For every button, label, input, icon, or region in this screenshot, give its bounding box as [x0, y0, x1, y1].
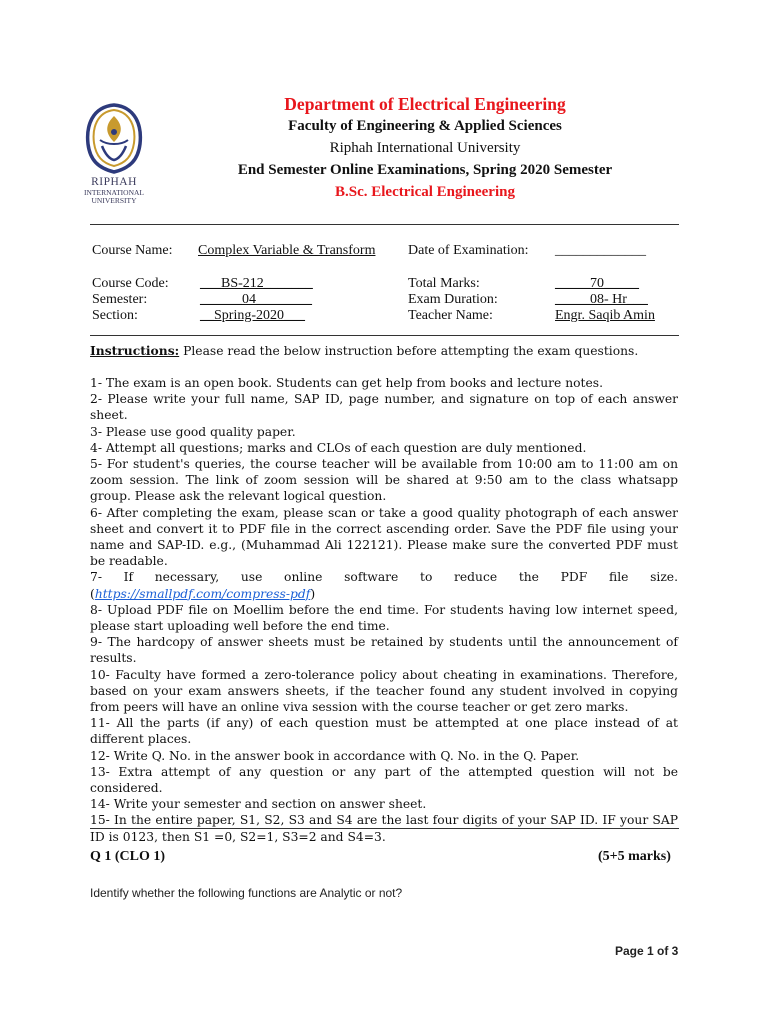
- question-text: Identify whether the following functions are Analytic or not?: [90, 886, 403, 900]
- instruction-item: 11- All the parts (if any) of each question must be attempted at one place instead of at different places.: [90, 716, 678, 747]
- course-code-value: ___BS-212_______: [200, 276, 313, 291]
- university-logo: [76, 102, 152, 206]
- instructions-heading: [90, 343, 678, 359]
- instruction-item: 9- The hardcopy of answer sheets must be retained by students until the announcement of results.: [90, 635, 678, 666]
- course-code-label: Course Code:: [92, 276, 169, 291]
- exam-duration-value: _____08- Hr___: [555, 292, 648, 307]
- logo-name: RIPHAH: [91, 176, 137, 188]
- teacher-name-value: Engr. Saqib Amin: [555, 308, 655, 323]
- instruction-item: 14- Write your semester and section on answer sheet.: [90, 797, 427, 812]
- total-marks-value: _____70_____: [555, 276, 639, 291]
- instruction-item: 15- In the entire paper, S1, S2, S3 and S4 are the last four digits of your SAP ID. IF your SAP ID is 0123, then S1 =0, S2=1, S3=2 and S4=3.: [90, 813, 678, 844]
- instruction-item: 5- For student's queries, the course teacher will be available from 10:00 am to 11:00 am on zoom session. The link of zoom session will be shared at 9:50 am to the class whatsapp group. Please ask the relevant logical question.: [90, 457, 678, 504]
- exam-title: End Semester Online Examinations, Spring 2020 Semester: [237, 162, 613, 178]
- university-name: Riphah International University: [329, 140, 521, 156]
- compress-pdf-link[interactable]: https://smallpdf.com/compress-pdf: [94, 586, 311, 601]
- instruction-7-suffix: ): [310, 586, 316, 601]
- semester-label: Semester:: [92, 292, 148, 307]
- total-marks-label: Total Marks:: [408, 276, 480, 291]
- instruction-7-prefix: 7- If necessary, use online software to reduce the PDF file size. (: [90, 570, 678, 601]
- instruction-item: 4- Attempt all questions; marks and CLOs of each question are duly mentioned.: [90, 440, 587, 455]
- instruction-item: 1- The exam is an open book. Students can get help from books and lecture notes.: [90, 376, 603, 390]
- instructions-label: Instructions:: [90, 343, 180, 358]
- exam-duration-label: Exam Duration:: [408, 292, 498, 307]
- instruction-item: 6- After completing the exam, please scan or take a good quality photograph of each answer sheet and convert it to PDF file in the correct ascending order. Save the PDF file using your name and SAP-ID. e.g., (Muhammad Ali 122121). Please make sure the converted PDF must be readable.: [90, 505, 678, 569]
- faculty-title: Faculty of Engineering & Applied Sciences: [288, 118, 562, 134]
- header-divider: [90, 224, 679, 225]
- instruction-item: 12- Write Q. No. in the answer book in accordance with Q. No. in the Q. Paper.: [90, 748, 580, 763]
- logo-subtitle-2: UNIVERSITY: [91, 196, 137, 205]
- logo-subtitle-1: INTERNATIONAL: [84, 188, 144, 197]
- instruction-item: 10- Faculty have formed a zero-tolerance policy about cheating in examinations. Therefore, based on your exam answers sheets, if the teacher found any student involved in copying from peers will have an online viva session with the course teacher or get zero marks.: [90, 667, 678, 715]
- info-divider: [90, 335, 679, 336]
- instructions-list: [90, 375, 678, 845]
- instruction-item: 2- Please write your full name, SAP ID, page number, and signature on top of each answer sheet.: [90, 392, 678, 423]
- question-label: Q 1 (CLO 1): [90, 849, 166, 864]
- question-marks: (5+5 marks): [598, 849, 671, 864]
- exam-date-label: Date of Examination:: [408, 243, 529, 258]
- course-name-label: Course Name:: [92, 243, 173, 258]
- instruction-item: 13- Extra attempt of any question or any part of the attempted question will not be considered.: [90, 764, 678, 796]
- page-number: Page 1 of 3: [615, 944, 679, 958]
- exam-date-value: _____________: [555, 243, 646, 258]
- program-title: B.Sc. Electrical Engineering: [335, 184, 515, 200]
- department-title: Department of Electrical Engineering: [284, 94, 566, 114]
- instructions-divider: [90, 828, 679, 829]
- section-value: __Spring-2020___: [200, 308, 305, 323]
- instruction-item-7: [90, 569, 678, 601]
- section-label: Section:: [92, 308, 138, 323]
- instruction-item: 3- Please use good quality paper.: [90, 424, 296, 439]
- semester-value: ______04________: [200, 292, 312, 307]
- course-name-value: Complex Variable & Transform: [198, 243, 376, 258]
- teacher-name-label: Teacher Name:: [408, 308, 493, 323]
- instructions-intro: Please read the below instruction before attempting the exam questions.: [179, 344, 639, 358]
- instruction-item: 8- Upload PDF file on Moellim before the end time. For students having low internet speed, please start uploading well before the end time.: [90, 602, 678, 634]
- riphah-emblem-icon: [76, 102, 152, 176]
